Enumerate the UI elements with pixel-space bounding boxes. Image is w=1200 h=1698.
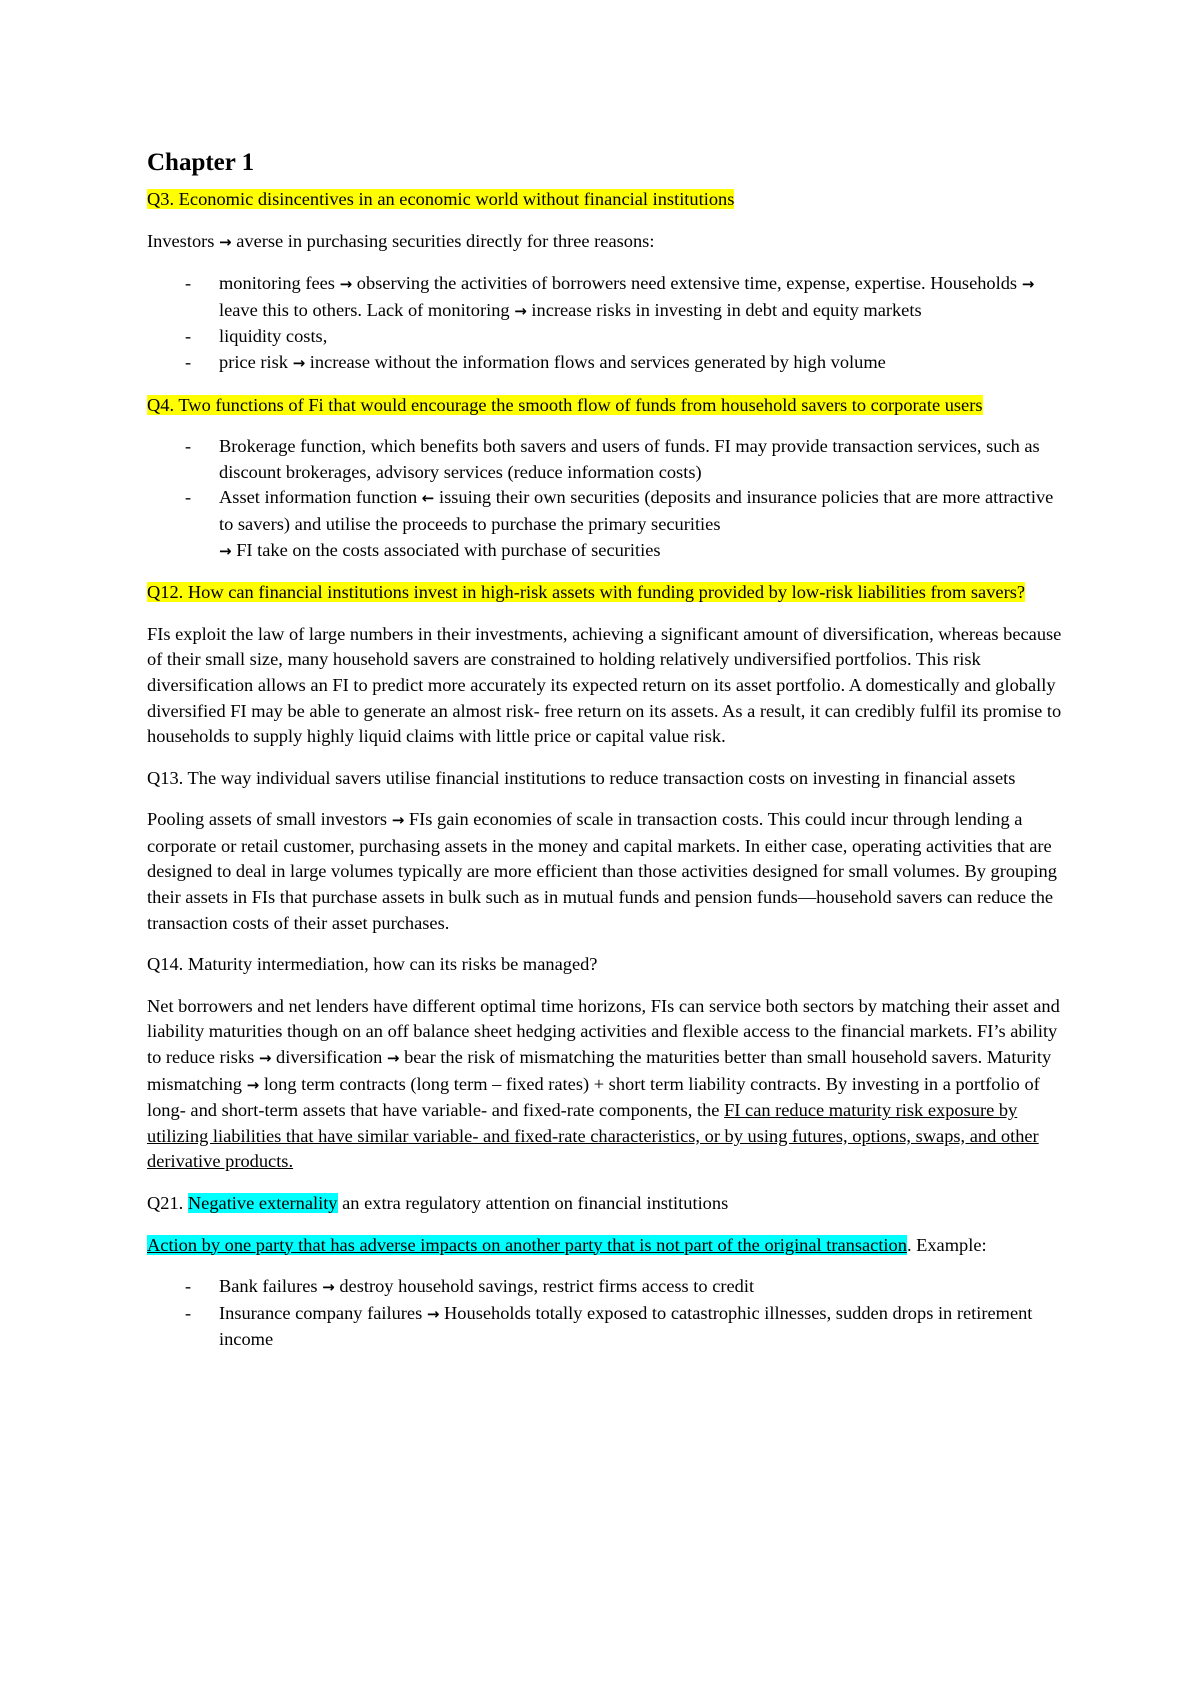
q12-heading-text: Q12. How can financial institutions invest in high-risk assets with funding provided by low-risk liabilities from savers? (147, 582, 1026, 603)
arrow-left-icon: ← (421, 489, 435, 508)
q21-heading (147, 1191, 1067, 1217)
q14-body-d: long term contracts (long term – fixed rates) + short term liability contracts. By investing in a portfolio of long- and short-term assets that have variable- and fixed-rate components, the (147, 1073, 1040, 1121)
arrow-right-icon: → (292, 353, 306, 372)
q14-body-underlined: FI can reduce maturity risk exposure by utilizing liabilities that have similar variable- and fixed-rate characteristics, or by using futures, options, swaps, and other derivative products. (147, 1100, 1039, 1172)
q4-heading-text: Q4. Two functions of Fi that would encourage the smooth flow of funds from household savers to corporate users (147, 394, 983, 415)
q3-item2: liquidity costs, (219, 326, 328, 347)
q3-item1-d: increase risks in investing in debt and equity markets (531, 299, 922, 320)
q14-body-a: Net borrowers and net lenders have different optimal time horizons, FIs can service both sectors by matching their asset and liability maturities though on an off balance sheet hedging activities and flexible access to the financial markets. FI’s ability to reduce risks (147, 995, 1060, 1068)
q12-heading (147, 580, 1067, 606)
arrow-right-icon: → (426, 1304, 440, 1323)
q4-item1: Brokerage function, which benefits both savers and users of funds. FI may provide transaction services, such as discount brokerages, advisory services (reduce information costs) (219, 436, 1040, 482)
dash-bullet: - (185, 1302, 192, 1323)
q14-body-c: bear the risk of mismatching the maturities better than small household savers. Maturity mismatching (147, 1047, 1052, 1094)
list-item (147, 271, 1067, 324)
q12-body: FIs exploit the law of large numbers in their investments, achieving a significant amount of diversification, whereas because of their small size, many household savers are constrained to holding relatively undiversified portfolios. This risk diversification allows an FI to predict more accurately its expected return on its asset portfolio. A domestically and globally diversified FI may be able to generate an almost risk- free return on its assets. As a result, it can credibly fulfil its promise to households to supply highly liquid claims with little price or capital value risk. (147, 623, 1062, 747)
q4-heading (147, 393, 1067, 419)
arrow-right-icon: → (219, 541, 232, 560)
arrow-right-icon: → (514, 301, 527, 320)
arrow-right-icon: → (386, 1049, 400, 1068)
q21-heading-a: Q21. (147, 1193, 184, 1213)
q4-item2-b: issuing their own securities (deposits and insurance policies that are more attractive to savers) and utilise the proceeds to purchase the primary securities (219, 487, 1054, 534)
list-item (147, 1301, 1067, 1353)
dash-bullet: - (185, 487, 192, 508)
q13-body (147, 807, 1067, 936)
q13-body-a: Pooling assets of small investors (147, 809, 388, 830)
q21-list (147, 1274, 1067, 1353)
q13-body-b: FIs gain economies of scale in transaction costs. This could incur through lending a corporate or retail customer, purchasing assets in the money and capital markets. In either case, operating activities that are designed to deal in large volumes typically are more efficient than those activities designed for small volumes. By grouping their assets in FIs that purchase assets in bulk such as in mutual funds and pension funds—household savers can reduce the transaction costs of their asset purchases. (147, 809, 1057, 933)
dash-bullet: - (185, 351, 192, 372)
q3-intro-a: Investors (147, 230, 215, 251)
q3-item3-a: price risk (219, 351, 288, 372)
list-item (147, 434, 1067, 485)
arrow-right-icon: → (339, 275, 353, 294)
list-item (147, 350, 1067, 377)
q4-item2-a: Asset information function (219, 487, 418, 508)
arrow-right-icon: → (219, 232, 232, 251)
q3-item1-c: leave this to others. Lack of monitoring (219, 299, 510, 320)
list-item (147, 485, 1067, 564)
q21-heading-b: an extra regulatory attention on financial institutions (342, 1193, 729, 1213)
arrow-right-icon: → (246, 1075, 260, 1094)
dash-bullet: - (185, 273, 192, 294)
q13-heading: Q13. The way individual savers utilise financial institutions to reduce transaction costs on investing in financial assets (147, 767, 1016, 788)
q21-item1-a: Bank failures (219, 1276, 318, 1297)
q21-definition-b: . Example: (906, 1234, 987, 1255)
q3-item1-b: observing the activities of borrowers need extensive time, expense, expertise. Households (356, 273, 1018, 294)
q21-definition-highlight: Action by one party that has adverse impacts on another party that is not part of the original transaction (147, 1234, 907, 1255)
q14-heading: Q14. Maturity intermediation, how can its risks be managed? (147, 954, 598, 975)
q4-list (147, 434, 1067, 564)
q21-item2-a: Insurance company failures (219, 1302, 423, 1323)
chapter-title: Chapter 1 (147, 149, 255, 176)
dash-bullet: - (185, 326, 192, 347)
q3-heading (147, 187, 1067, 213)
q4-item2-c: FI take on the costs associated with purchase of securities (236, 539, 661, 560)
arrow-right-icon: → (1021, 275, 1035, 294)
document-page (147, 146, 1067, 1369)
q21-definition (147, 1233, 1067, 1259)
q21-item1-b: destroy household savings, restrict firms access to credit (339, 1276, 755, 1297)
q21-heading-highlight: Negative externality (187, 1193, 338, 1213)
list-item (147, 1274, 1067, 1301)
arrow-right-icon: → (258, 1049, 272, 1068)
q21-item2-b: Households totally exposed to catastrophic illnesses, sudden drops in retirement income (219, 1302, 1033, 1350)
q3-list (147, 271, 1067, 376)
q3-item1-a: monitoring fees (219, 273, 335, 294)
q14-body (147, 994, 1067, 1175)
q3-item3-b: increase without the information flows and services generated by high volume (309, 351, 886, 372)
dash-bullet: - (185, 1276, 192, 1297)
dash-bullet: - (185, 436, 192, 457)
arrow-right-icon: → (391, 811, 405, 830)
q3-intro (147, 229, 1067, 256)
q3-intro-b: averse in purchasing securities directly for three reasons: (236, 230, 655, 251)
q3-heading-text: Q3. Economic disincentives in an economic world without financial institutions (147, 189, 735, 209)
list-item (147, 324, 1067, 350)
q14-body-b: diversification (276, 1047, 383, 1068)
arrow-right-icon: → (322, 1278, 335, 1297)
